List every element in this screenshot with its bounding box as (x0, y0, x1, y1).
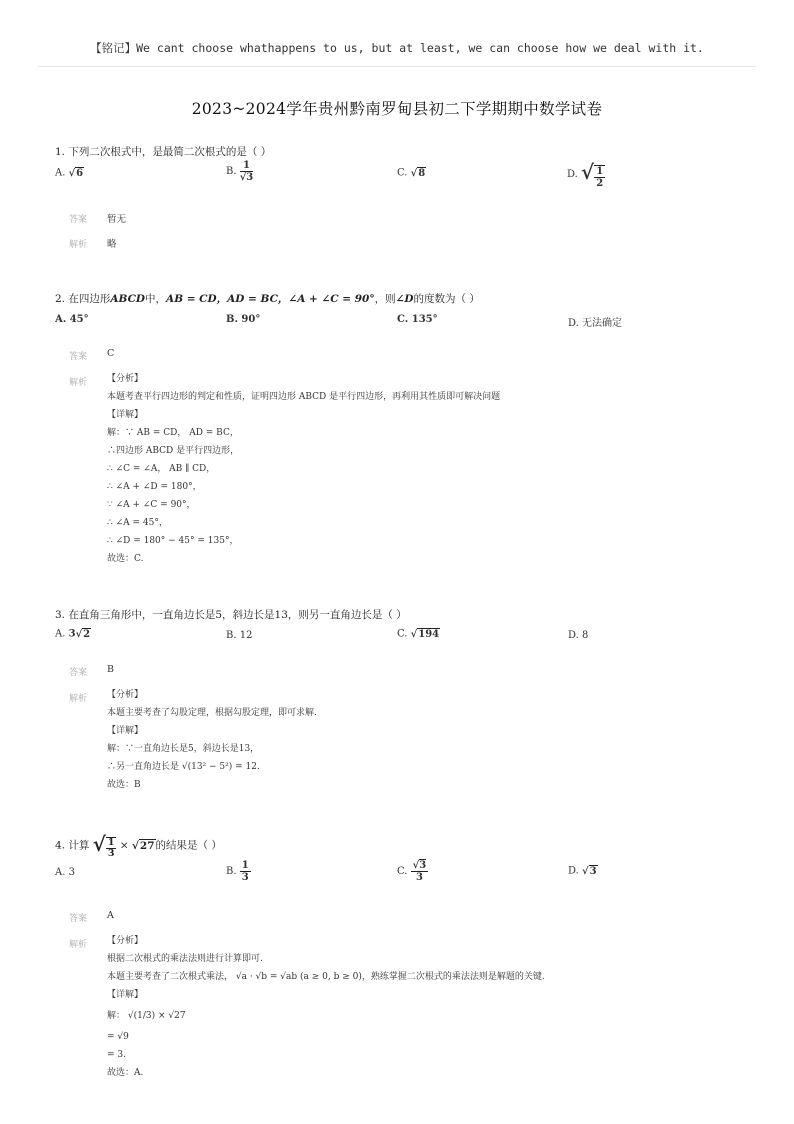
q4-option-a: A. 3 (55, 867, 75, 878)
q4-option-d-letter: D. (568, 865, 579, 877)
q4-solution-line: = √9 (107, 1032, 129, 1042)
q4-option-c-numerator: 3 (419, 860, 427, 871)
q4-option-c-denominator: 3 (415, 872, 423, 883)
q4-answer-value: A (107, 910, 114, 921)
q2-stem-mid: 中， (145, 293, 167, 305)
q2-stem-end: 的度数为（ ） (413, 293, 480, 305)
q3-solution-line: 解：∵一直角边长是5，斜边长是13， (107, 744, 260, 754)
q2-solution-line: ∴四边形 ABCD 是平行四边形， (107, 446, 240, 456)
q3-option-a-letter: A. (55, 628, 66, 640)
q4-stem (55, 832, 222, 859)
q4-stem-numerator: 1 (107, 836, 115, 848)
q4-option-b-denominator: 3 (241, 872, 249, 883)
q2-solution-line: ∴ ∠A = 45°， (107, 518, 168, 528)
q3-solution-line: 本题主要考查了勾股定理，根据勾股定理，即可求解. (107, 708, 317, 718)
q3-option-a-sqrt: √2 (75, 629, 91, 640)
q3-option-c-radicand: 194 (418, 629, 440, 640)
q4-option-b (226, 860, 251, 883)
q2-solution-line: 【详解】 (107, 410, 144, 420)
q3-option-c-sqrt: √194 (410, 629, 440, 640)
q4-option-c (397, 860, 428, 883)
q1-option-a-sqrt: √6 (68, 168, 84, 179)
q4-answer-label: 答案 (69, 914, 88, 924)
q2-solution-line: ∴ ∠A + ∠D = 180°， (107, 482, 202, 492)
q4-option-b-letter: B. (226, 866, 237, 877)
q2-stem (55, 291, 480, 306)
q3-option-a-coef: 3 (68, 628, 76, 640)
q2-stem-post: ，则 (374, 293, 396, 305)
q3-solution-line: 故选：B (107, 780, 141, 790)
q3-option-a-radicand: 2 (83, 629, 91, 640)
q3-analysis-label: 解析 (69, 694, 88, 704)
q4-solution-line: 根据二次根式的乘法法则进行计算即可. (107, 954, 263, 964)
q1-option-d-denominator: 2 (596, 177, 604, 189)
q1-option-c-sqrt: √8 (410, 168, 426, 179)
q4-stem-sqrt: √27 (131, 840, 155, 853)
q4-analysis-label: 解析 (69, 940, 88, 950)
q2-solution-line: ∵ ∠A + ∠C = 90°， (107, 500, 196, 510)
q3-option-c (397, 628, 440, 640)
q2-stem-angle: ∠D (395, 293, 414, 305)
q2-solution-line: 【分析】 (107, 374, 144, 384)
q4-solution-line: 【详解】 (107, 990, 144, 1000)
q4-option-d-sqrt: √3 (582, 866, 597, 877)
q3-solution-line: ∴另一直角边长是 √(13² − 5²) = 12. (107, 762, 260, 772)
q1-option-c-letter: C. (397, 167, 408, 179)
q4-solution-line: = 3. (107, 1050, 126, 1060)
q1-option-d-numerator: 1 (596, 165, 604, 177)
q1-option-b-fraction: $\frac{1}{√3}$ (239, 160, 254, 183)
header-divider (38, 66, 756, 67)
q1-option-a (55, 167, 84, 179)
q3-option-b: B. 12 (226, 630, 253, 641)
q2-answer-label: 答案 (69, 352, 88, 362)
q1-option-d-sqrt: √ $\frac{1}{2}$ (581, 160, 604, 189)
q2-solution-line: 本题考查平行四边形的判定和性质，证明四边形 ABCD 是平行四边形，再利用其性质即可解决问题 (107, 392, 501, 402)
q2-stem-conditions: AB = CD，AD = BC，∠A + ∠C = 90° (166, 293, 375, 305)
page-title: 2023~2024学年贵州黔南罗甸县初二下学期期中数学试卷 (191, 100, 603, 118)
q2-stem-pre: 2. 在四边形 (55, 293, 111, 305)
header-motto: 【铭记】We cant choose whathappens to us, but at least, we can choose how we deal with it. (90, 41, 704, 55)
q1-option-c (397, 167, 426, 179)
q2-option-c: C. 135° (397, 314, 438, 325)
q3-stem: 3. 在直角三角形中，一直角边长是5，斜边长是13，则另一直角边长是（ ） (55, 609, 407, 621)
q2-analysis-label: 解析 (69, 378, 88, 388)
q4-option-d-radicand: 3 (589, 866, 597, 877)
q1-answer-label: 答案 (69, 215, 88, 225)
q2-solution (107, 370, 500, 568)
q1-option-a-radicand: 6 (76, 168, 84, 179)
q3-solution-line: 【分析】 (107, 690, 144, 700)
q1-stem: 1. 下列二次根式中，是最简二次根式的是（ ） (55, 146, 272, 158)
q1-answer-value: 暂无 (107, 214, 127, 225)
q4-stem-radicand: 27 (139, 840, 155, 853)
q1-option-d (567, 160, 605, 189)
q3-solution-line: 【详解】 (107, 726, 144, 736)
q4-option-b-fraction (240, 860, 251, 883)
q2-answer-value: C (107, 348, 115, 359)
q4-solution-line: 本题主要考查了二次根式乘法， √a · √b = √ab (a ≥ 0, b ≥ 0)，熟练掌握二次根式的乘法法则是解题的关键. (107, 972, 545, 982)
q3-answer-value: B (107, 664, 114, 675)
q1-option-d-letter: D. (567, 168, 578, 180)
q1-option-c-radicand: 8 (418, 168, 426, 179)
q1-option-b-numerator: 1 (240, 160, 254, 172)
q4-solution-line: 故选：A. (107, 1068, 144, 1078)
q3-solution (107, 686, 317, 794)
q1-option-b-denominator: 3 (246, 172, 254, 183)
q4-option-d (568, 865, 598, 877)
q2-solution-line: 解：∵ AB = CD， AD = BC， (107, 428, 239, 438)
q4-option-c-fraction: $\frac{√3}{3}$ (412, 860, 427, 883)
q2-option-a: A. 45° (55, 314, 89, 325)
q4-stem-denominator: 3 (107, 848, 115, 859)
q2-solution-line: 故选：C. (107, 554, 144, 564)
q1-analysis-value: 略 (107, 239, 117, 250)
q1-option-a-letter: A. (55, 167, 66, 179)
q3-option-c-letter: C. (397, 628, 408, 640)
q4-stem-sqrt-fraction: √ $\frac{1}{3}$ (92, 832, 115, 859)
q2-stem-quad: ABCD (110, 293, 146, 305)
q1-option-b (226, 160, 253, 183)
q2-option-b: B. 90° (226, 314, 261, 325)
q1-option-b-letter: B. (226, 166, 237, 177)
q2-solution-line: ∴ ∠C = ∠A， AB ∥ CD， (107, 464, 216, 474)
q4-solution-line: 解： √(1/3) × √27 (107, 1011, 186, 1021)
q2-option-d: D. 无法确定 (568, 318, 623, 329)
q4-option-b-numerator: 1 (241, 860, 249, 871)
q2-solution-line: ∴ ∠D = 180° − 45° = 135°， (107, 536, 239, 546)
q4-solution (107, 932, 545, 1082)
q4-solution-line: 【分析】 (107, 936, 144, 946)
q4-stem-times: × (119, 839, 129, 852)
q4-stem-post: 的结果是（ ） (155, 839, 222, 852)
q3-answer-label: 答案 (69, 668, 88, 678)
q1-analysis-label: 解析 (69, 240, 88, 250)
q4-stem-pre: 4. 计算 (55, 839, 90, 852)
q3-option-d: D. 8 (568, 630, 589, 641)
q4-option-c-letter: C. (397, 866, 408, 877)
q3-option-a (55, 628, 91, 640)
